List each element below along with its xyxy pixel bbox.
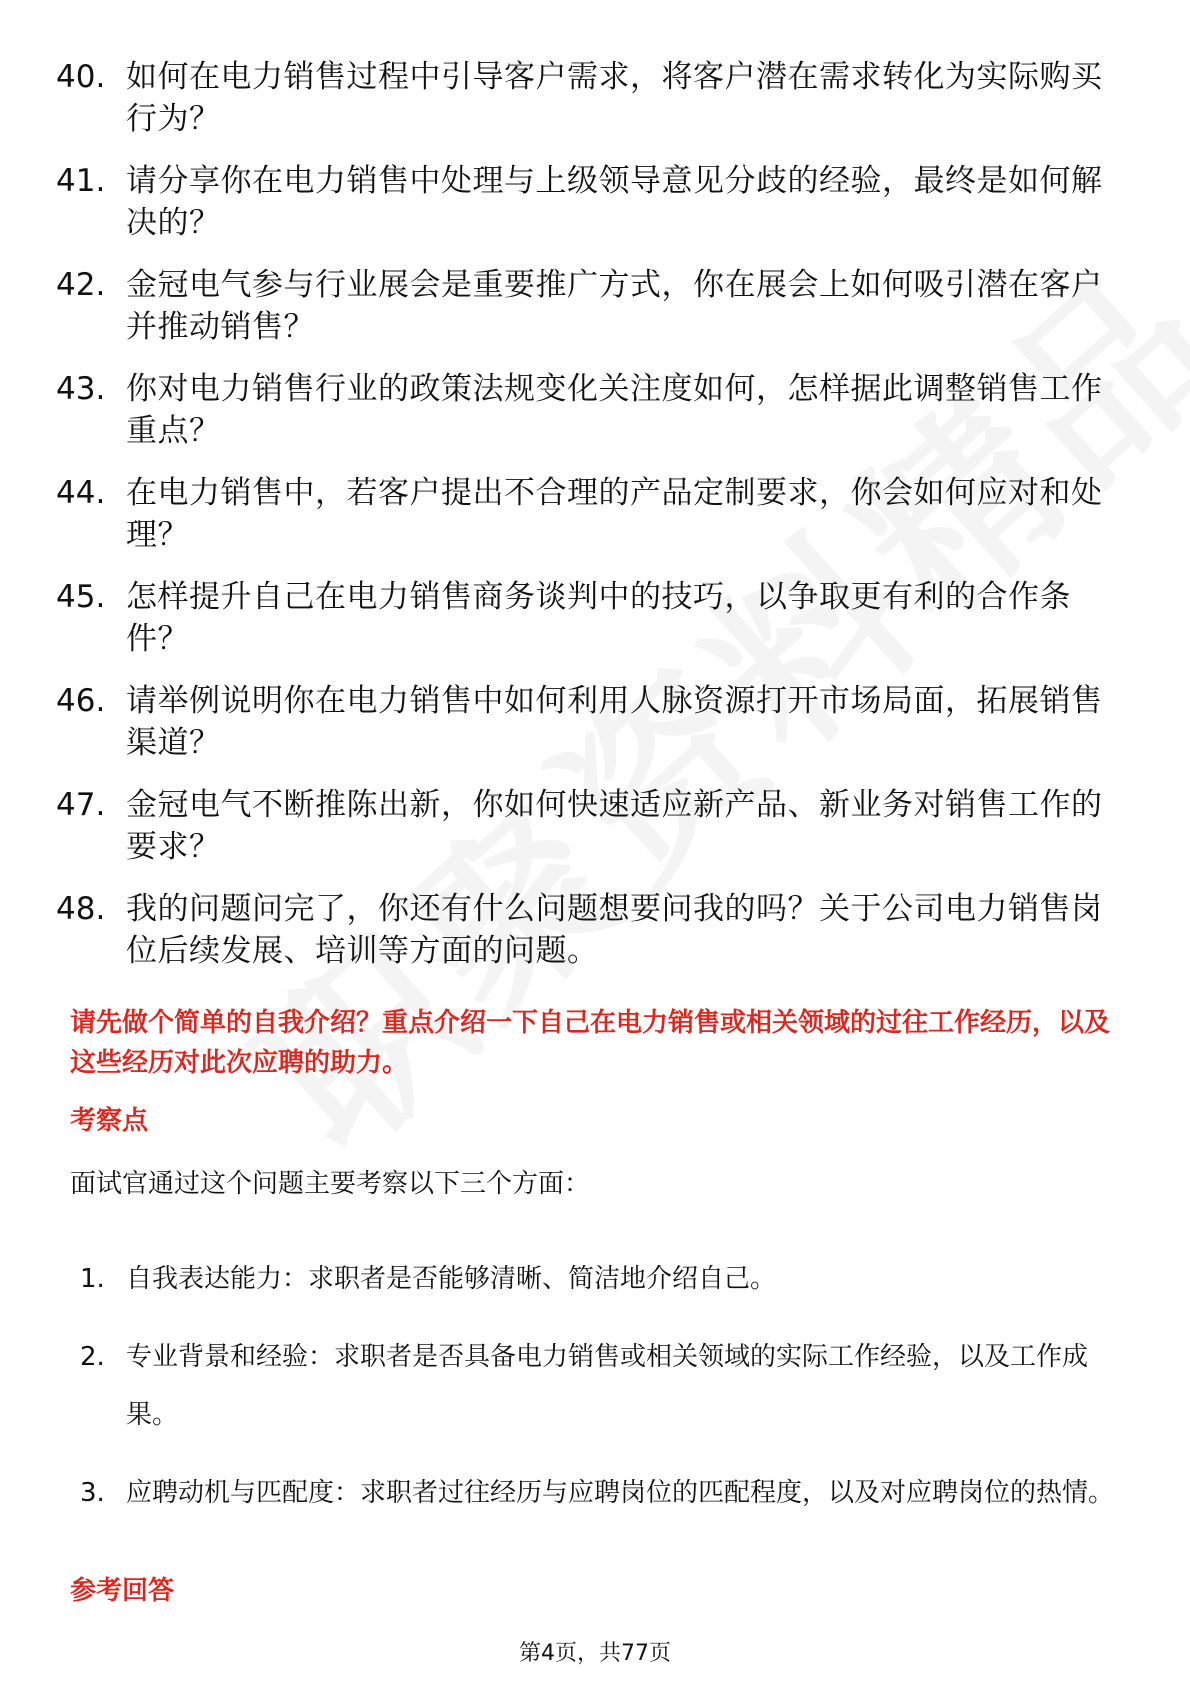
item-text: 自我表达能力：求职者是否能够清晰、简洁地介绍自己。 (126, 1264, 777, 1294)
item-text: 专业背景和经验：求职者是否具备电力销售或相关领域的实际工作经验，以及工作成果。 (126, 1342, 1089, 1430)
list-item (56, 264, 1116, 348)
question-text: 在电力销售中，若客户提出不合理的产品定制要求，你会如何应对和处理？ (126, 475, 1103, 553)
question-text: 金冠电气不断推陈出新，你如何快速适应新产品、新业务对销售工作的要求？ (126, 787, 1103, 865)
reference-answer-heading: 参考回答 (70, 1576, 175, 1606)
question-number: 42. (56, 267, 106, 303)
question-list (56, 56, 1116, 992)
list-item (80, 1328, 1120, 1444)
list-item (56, 56, 1116, 140)
list-item (80, 1250, 1120, 1308)
question-number: 40. (56, 59, 106, 95)
question-number: 48. (56, 891, 106, 927)
page-footer: 第4页，共77页 (519, 1641, 671, 1666)
interview-prompt: 请先做个简单的自我介绍？重点介绍一下自己在电力销售或相关领域的过往工作经历，以及这些经历对此次应聘的助力。 (70, 1008, 1111, 1078)
list-item (56, 888, 1116, 972)
list-item (56, 368, 1116, 452)
question-number: 47. (56, 787, 106, 823)
question-text: 怎样提升自己在电力销售商务谈判中的技巧，以争取更有利的合作条件？ (126, 579, 1071, 657)
item-number: 2. (80, 1342, 105, 1372)
question-text: 请分享你在电力销售中处理与上级领导意见分歧的经验，最终是如何解决的？ (126, 163, 1103, 241)
item-number: 3. (80, 1478, 105, 1508)
question-number: 41. (56, 163, 106, 199)
list-item (56, 576, 1116, 660)
question-text: 请举例说明你在电力销售中如何利用人脉资源打开市场局面，拓展销售渠道？ (126, 683, 1103, 761)
item-number: 1. (80, 1264, 105, 1294)
list-item (56, 680, 1116, 764)
list-item (56, 784, 1116, 868)
list-item (80, 1464, 1120, 1522)
assessment-intro: 面试官通过这个问题主要考察以下三个方面： (70, 1169, 591, 1199)
question-number: 45. (56, 579, 106, 615)
question-text: 如何在电力销售过程中引导客户需求，将客户潜在需求转化为实际购买行为？ (126, 59, 1103, 137)
question-text: 你对电力销售行业的政策法规变化关注度如何，怎样据此调整销售工作重点？ (126, 371, 1103, 449)
question-number: 46. (56, 683, 106, 719)
item-text: 应聘动机与匹配度：求职者过往经历与应聘岗位的匹配程度，以及对应聘岗位的热情。 (126, 1478, 1115, 1508)
question-text: 我的问题问完了，你还有什么问题想要问我的吗？关于公司电力销售岗位后续发展、培训等方面的问题。 (126, 891, 1103, 969)
list-item (56, 472, 1116, 556)
assessment-heading: 考察点 (70, 1106, 149, 1136)
assessment-list (80, 1250, 1120, 1542)
question-number: 44. (56, 475, 106, 511)
question-number: 43. (56, 371, 106, 407)
question-text: 金冠电气参与行业展会是重要推广方式，你在展会上如何吸引潜在客户并推动销售？ (126, 267, 1103, 345)
list-item (56, 160, 1116, 244)
